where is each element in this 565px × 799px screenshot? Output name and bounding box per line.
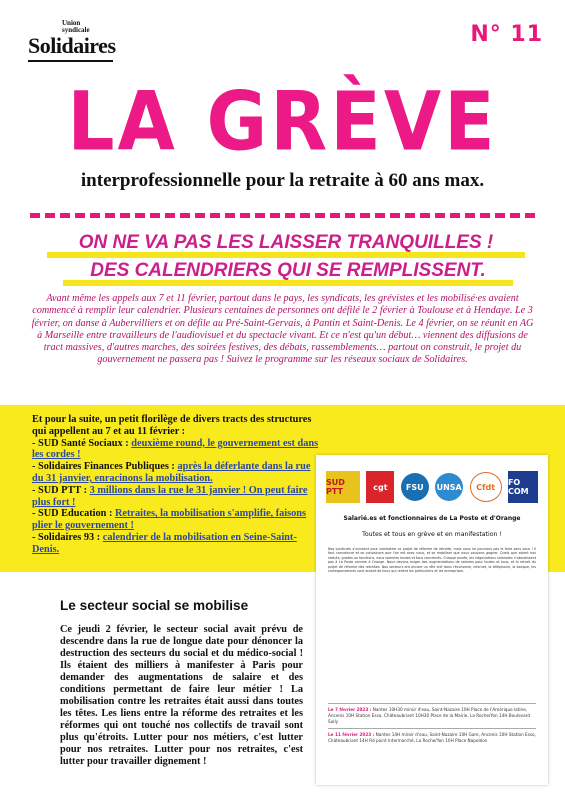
page-title: LA GRÈVE <box>67 74 498 170</box>
issue-number: N° 11 <box>470 22 543 47</box>
tract-body: Nos syndicats s'unissent pour combattre ce projet de réforme de retraite, mais nous ne pourrons pas le faire sans vous ! Il faut convaincre et se convaincre que l'on est avec nous, et se mobiliser que nous pouvons gagner. Quels que soient nos statuts, grades ou fonctions, nous sommes toutes et tous concernés. Chaque année, les négociations salariales n'aboutissent pas à La Poste comme à Orange. Nous devons exiger des augmentations de salaires pour toutes et tous, et le retrait du projet de réforme des retraites. Nos secteurs ont encore un rôle clef dans l'économie, internet, la téléphonie, la banque, les correspondances sont autant de lieux qui relient les particuliers et les entreprises. <box>328 547 536 574</box>
tract-date-1 <box>328 707 536 725</box>
headline-2-text: DES CALENDRIERS QUI SE REMPLISSENT. <box>90 260 486 281</box>
list-item-link[interactable]: deuxième round, le gouvernement est dans les cordes ! <box>32 437 319 461</box>
divider <box>328 728 536 729</box>
list-item <box>32 461 322 485</box>
list-item-org: - SUD Education : <box>32 508 113 520</box>
tracts-list-lead: Et pour la suite, un petit florilège de divers tracts des structures qui appellent au 7 et au 11 février : <box>32 414 312 437</box>
dashed-divider <box>30 213 535 218</box>
tract-date-1-text: Nantes 10H30 miroir d'eau, Saint-Nazaire 10H Place de l'Amérique latine, Ancenis 10H Station Esso, Châteaubriant 10H30 Place de la Mairie, La Roche/Yon 14H Boulevard Sully <box>328 707 530 724</box>
list-item-org: - SUD Santé Sociaux : <box>32 437 129 449</box>
solidaires-logo: Solidaires <box>28 33 116 58</box>
fsu-logo: FSU <box>401 473 429 501</box>
tract-dates <box>328 700 536 744</box>
tract-date-2-label: Le 11 février 2023 : <box>328 732 375 737</box>
tract-title: Salarié.es et fonctionnaires de La Poste et d'Orange <box>343 515 521 522</box>
tract-subtitle: Toutes et tous en grève et en manifestation ! <box>362 531 502 538</box>
page-subtitle: interprofessionnelle pour la retraite à 60 ans max. <box>80 170 485 191</box>
union-logos <box>326 467 538 507</box>
list-item <box>32 438 322 462</box>
list-item-link[interactable]: 3 millions dans la rue le 31 janvier ! On peut faire plus fort ! <box>32 484 308 508</box>
divider <box>328 703 536 704</box>
section-heading: Le secteur social se mobilise <box>60 598 249 613</box>
list-item-org: - Solidaires 93 : <box>32 531 101 543</box>
sud-ptt-logo: SUD PTT <box>326 471 360 503</box>
cgt-logo: cgt <box>366 471 394 503</box>
list-item-link[interactable]: calendrier de la mobilisation en Seine-Saint-Denis. <box>32 531 297 555</box>
unsa-logo: UNSA <box>435 473 463 501</box>
tract-image <box>316 455 548 785</box>
fo-com-logo: FO COM <box>508 471 538 503</box>
logo-underline <box>28 60 113 62</box>
intro-paragraph: Avant même les appels aux 7 et 11 février, partout dans le pays, les syndicats, les grévistes et les mobilisé·es avaient commencé à remplir leur calendrier. Plusieurs centaines de personnes ont défilé le 2 février à Toulouse et à Hendaye. Le 3 février, on danse à Aubervilliers et on défile au Pré-Saint-Gervais, à Pantin et Saint-Denis. Le 4 février, on se réunit en AG à Marseille entre travailleurs de l'audiovisuel et du spectacle vivant. Et ce n'est qu'un début… viennent des diffusions de tract massives, d'autres marches, des soirées festives, des débats, rassemblements… partout on construit, le projet du gouvernement ne passera pas ! Suivez le programme sur les réseaux sociaux de Solidaires. <box>31 293 534 366</box>
list-item-link[interactable]: après la déferlante dans la rue du 31 janvier, enracinons la mobilisation. <box>32 461 311 484</box>
tracts-list <box>32 414 322 556</box>
section-body: Ce jeudi 2 février, le secteur social avait prévu de descendre dans la rue de longue date pour dénoncer la destruction des secteurs du social et du médico-social ! Ils étaient des milliers à manifester à Paris pour demander des augmentations de salaire et des conditions permettant de faire leur métier ! La mobilisation contre les retraites était aussi dans toutes les têtes. Les liens entre la réforme des retraites et les réformes qui ont touché nos collectifs de travail sont plus qu'étroits. Lutter pour nos métiers, c'est lutter pour nos retraites. Lutter pour nos retraites, c'est lutter pour travailler dignement ! <box>60 624 303 767</box>
headline-1 <box>42 232 530 262</box>
list-item-org: - Solidaires Finances Publiques : <box>32 461 175 473</box>
list-item <box>32 508 322 532</box>
list-item-link[interactable]: Retraites, la mobilisation s'amplifie, faisons plier le gouvernement ! <box>32 508 307 532</box>
list-item-org: - SUD PTT : <box>32 484 88 496</box>
list-item <box>32 532 322 556</box>
cfdt-logo: Cfdt <box>470 472 502 502</box>
tract-date-2 <box>328 732 536 744</box>
logo-union-line2: syndicale <box>62 26 90 34</box>
logo-union-line1: Union <box>62 19 81 27</box>
headline-2 <box>48 260 528 290</box>
tract-date-2-text: Nantes 14H miroir d'eau, Saint-Nazaire 10H Gare, Ancenis 10H Station Esso, Châteaubriant 14H Rd point Intermarché, La Roche/Yon 10H Place Napoléon <box>328 732 536 743</box>
tract-date-1-label: Le 7 février 2023 : <box>328 707 372 712</box>
list-item <box>32 485 322 509</box>
headline-1-text: ON NE VA PAS LES LAISSER TRANQUILLES ! <box>78 232 494 253</box>
logo-union-label <box>62 20 90 34</box>
